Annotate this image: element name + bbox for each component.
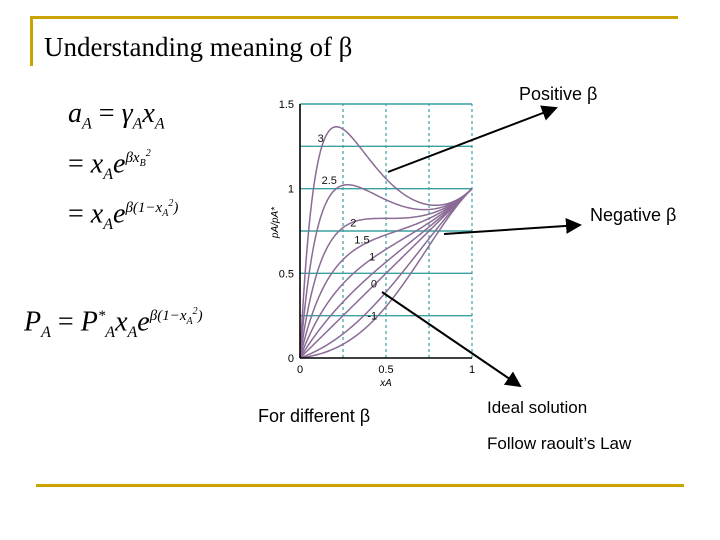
eq4-x-sub: A xyxy=(127,323,138,341)
different-beta-label: For different β xyxy=(258,406,371,426)
eq4-rel: = xyxy=(50,306,81,338)
arrow-positive-beta xyxy=(388,108,556,172)
negative-beta-label: Negative β xyxy=(590,205,677,225)
eq1-rel: = xyxy=(91,98,122,129)
eq2-exp-sub: B xyxy=(139,158,146,169)
y-axis-label: pA/pA* xyxy=(270,206,281,239)
eq4-lhs-sub: A xyxy=(41,323,51,341)
arrow-ideal-solution xyxy=(382,292,520,386)
eq4-lhs: P xyxy=(24,306,42,338)
eq2-exp: βx xyxy=(125,150,140,166)
eq2-rel: = xyxy=(68,148,91,180)
y-tick-label: 1 xyxy=(287,183,294,196)
eq4-p: P xyxy=(80,306,98,338)
eq4-p-sup: * xyxy=(97,308,106,324)
eq2-x-sub: A xyxy=(103,165,114,183)
curve-label: 0 xyxy=(370,278,378,291)
raoult-law-label: Follow raoult’s Law xyxy=(487,434,632,453)
curve-label: -1 xyxy=(367,310,378,323)
y-tick-label: 0 xyxy=(287,353,294,365)
eq1-lhs: a xyxy=(68,98,82,129)
eq4-exp-sup: 2 xyxy=(192,306,198,317)
x-axis-label: xA xyxy=(380,378,392,389)
slide-title: Understanding meaning of β xyxy=(44,32,353,62)
x-tick-label: 1 xyxy=(468,364,476,376)
eq3-exp-close: ) xyxy=(173,200,179,216)
eq2-x: x xyxy=(90,148,104,180)
eq3-rel: = xyxy=(68,198,91,230)
y-tick-label: 0.5 xyxy=(278,268,294,281)
eq1-x: x xyxy=(142,98,155,129)
curve-label: 1 xyxy=(369,251,376,264)
curve-label: 3 xyxy=(317,132,324,145)
eq4-exp-sub: A xyxy=(186,316,193,327)
eq3-x-sub: A xyxy=(103,215,114,233)
eq4-e: e xyxy=(137,306,150,338)
eq2-exp-sup: 2 xyxy=(145,148,151,159)
arrow-negative-beta xyxy=(444,225,580,234)
eq1-x-sub: A xyxy=(154,115,165,133)
eq3-e: e xyxy=(113,198,126,230)
curve-label: 2.5 xyxy=(321,175,337,188)
positive-beta-label: Positive β xyxy=(519,84,598,104)
eq1-lhs-sub: A xyxy=(82,115,92,133)
eq4-exp: β(1−x xyxy=(149,308,187,324)
eq3-exp-sup: 2 xyxy=(168,198,174,209)
eq3-exp-sub: A xyxy=(162,208,169,219)
ideal-solution-label: Ideal solution xyxy=(487,398,588,417)
x-tick-label: 0 xyxy=(296,364,304,376)
eq4-exp-close: ) xyxy=(197,308,203,324)
eq2-e: e xyxy=(113,148,126,180)
y-tick-label: 1.5 xyxy=(278,99,294,111)
eq1-gamma: γ xyxy=(121,98,133,129)
eq3-exp: β(1−x xyxy=(125,200,163,216)
eq4-x: x xyxy=(115,306,128,338)
eq4-p-sub: A xyxy=(105,323,116,341)
eq3-x: x xyxy=(90,198,104,230)
curve-label: 1.5 xyxy=(354,234,370,247)
x-tick-label: 0.5 xyxy=(378,364,394,376)
curve-label: 2 xyxy=(350,217,357,230)
eq1-gamma-sub: A xyxy=(132,115,143,133)
